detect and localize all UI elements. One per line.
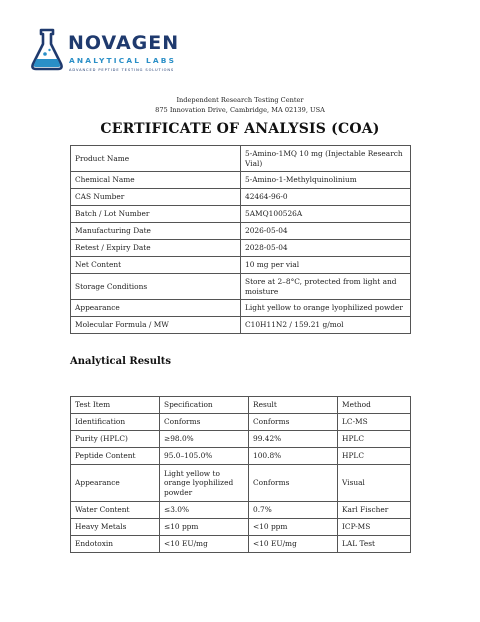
company-logo: [30, 26, 180, 80]
table-cell: <10 EU/mg: [249, 536, 338, 553]
table-cell: 100.8%: [249, 448, 338, 465]
info-value: 5-Amino-1-Methylquinolinium: [241, 172, 411, 189]
table-cell: Light yellow to orange lyophilized powder: [160, 465, 249, 502]
info-row: [71, 206, 411, 223]
table-cell: Peptide Content: [71, 448, 160, 465]
table-cell: Conforms: [249, 465, 338, 502]
brand-tagline: ADVANCED PEPTIDE TESTING SOLUTIONS: [69, 68, 175, 72]
column-header: Method: [338, 397, 411, 414]
table-cell: HPLC: [338, 431, 411, 448]
table-cell: Visual: [338, 465, 411, 502]
column-header: Specification: [160, 397, 249, 414]
table-cell: ≤3.0%: [160, 502, 249, 519]
brand-name: NOVAGEN: [68, 32, 180, 54]
info-value: 5AMQ100526A: [241, 206, 411, 223]
info-label: Product Name: [71, 146, 241, 172]
info-row: [71, 223, 411, 240]
info-value: Light yellow to orange lyophilized powder: [241, 300, 411, 317]
table-cell: <10 ppm: [249, 519, 338, 536]
table-header-row: [71, 397, 411, 414]
column-header: Result: [249, 397, 338, 414]
table-cell: <10 EU/mg: [160, 536, 249, 553]
table-cell: Endotoxin: [71, 536, 160, 553]
section-heading: Analytical Results: [70, 356, 172, 367]
info-label: Appearance: [71, 300, 241, 317]
table-cell: Heavy Metals: [71, 519, 160, 536]
product-info-table: [70, 145, 411, 334]
table-row: [71, 536, 411, 553]
table-cell: Water Content: [71, 502, 160, 519]
info-row: [71, 172, 411, 189]
table-cell: 99.42%: [249, 431, 338, 448]
info-label: CAS Number: [71, 189, 241, 206]
info-row: [71, 146, 411, 172]
info-row: [71, 257, 411, 274]
lab-name: Independent Research Testing Center: [176, 96, 304, 104]
table-row: [71, 414, 411, 431]
lab-address: 875 Innovation Drive, Cambridge, MA 02139, USA: [155, 106, 325, 114]
table-cell: 0.7%: [249, 502, 338, 519]
table-cell: Identification: [71, 414, 160, 431]
info-label: Storage Conditions: [71, 274, 241, 300]
info-value: 42464-96-0: [241, 189, 411, 206]
brand-subtitle: ANALYTICAL LABS: [69, 56, 177, 65]
info-row: [71, 274, 411, 300]
table-cell: LAL Test: [338, 536, 411, 553]
column-header: Test Item: [71, 397, 160, 414]
info-value: 2026-05-04: [241, 223, 411, 240]
table-row: [71, 431, 411, 448]
info-label: Net Content: [71, 257, 241, 274]
info-label: Manufacturing Date: [71, 223, 241, 240]
table-cell: LC-MS: [338, 414, 411, 431]
info-row: [71, 240, 411, 257]
analytical-results-table: [70, 396, 411, 553]
table-cell: HPLC: [338, 448, 411, 465]
flask-icon: [30, 26, 64, 72]
table-cell: Conforms: [249, 414, 338, 431]
info-row: [71, 300, 411, 317]
info-row: [71, 189, 411, 206]
table-row: [71, 465, 411, 502]
info-label: Retest / Expiry Date: [71, 240, 241, 257]
info-value: 10 mg per vial: [241, 257, 411, 274]
table-cell: Appearance: [71, 465, 160, 502]
info-label: Molecular Formula / MW: [71, 317, 241, 334]
table-cell: 95.0–105.0%: [160, 448, 249, 465]
table-cell: ≤10 ppm: [160, 519, 249, 536]
info-value: C10H11N2 / 159.21 g/mol: [241, 317, 411, 334]
table-cell: ICP-MS: [338, 519, 411, 536]
info-label: Chemical Name: [71, 172, 241, 189]
info-label: Batch / Lot Number: [71, 206, 241, 223]
table-cell: ≥98.0%: [160, 431, 249, 448]
info-value: 2028-05-04: [241, 240, 411, 257]
table-row: [71, 448, 411, 465]
info-row: [71, 317, 411, 334]
info-value: Store at 2–8°C, protected from light and moisture: [241, 274, 411, 300]
page-title: CERTIFICATE OF ANALYSIS (COA): [100, 121, 380, 137]
table-cell: Conforms: [160, 414, 249, 431]
info-value: 5-Amino-1MQ 10 mg (Injectable Research Vial): [241, 146, 411, 172]
table-cell: Purity (HPLC): [71, 431, 160, 448]
table-cell: Karl Fischer: [338, 502, 411, 519]
table-row: [71, 519, 411, 536]
table-row: [71, 502, 411, 519]
